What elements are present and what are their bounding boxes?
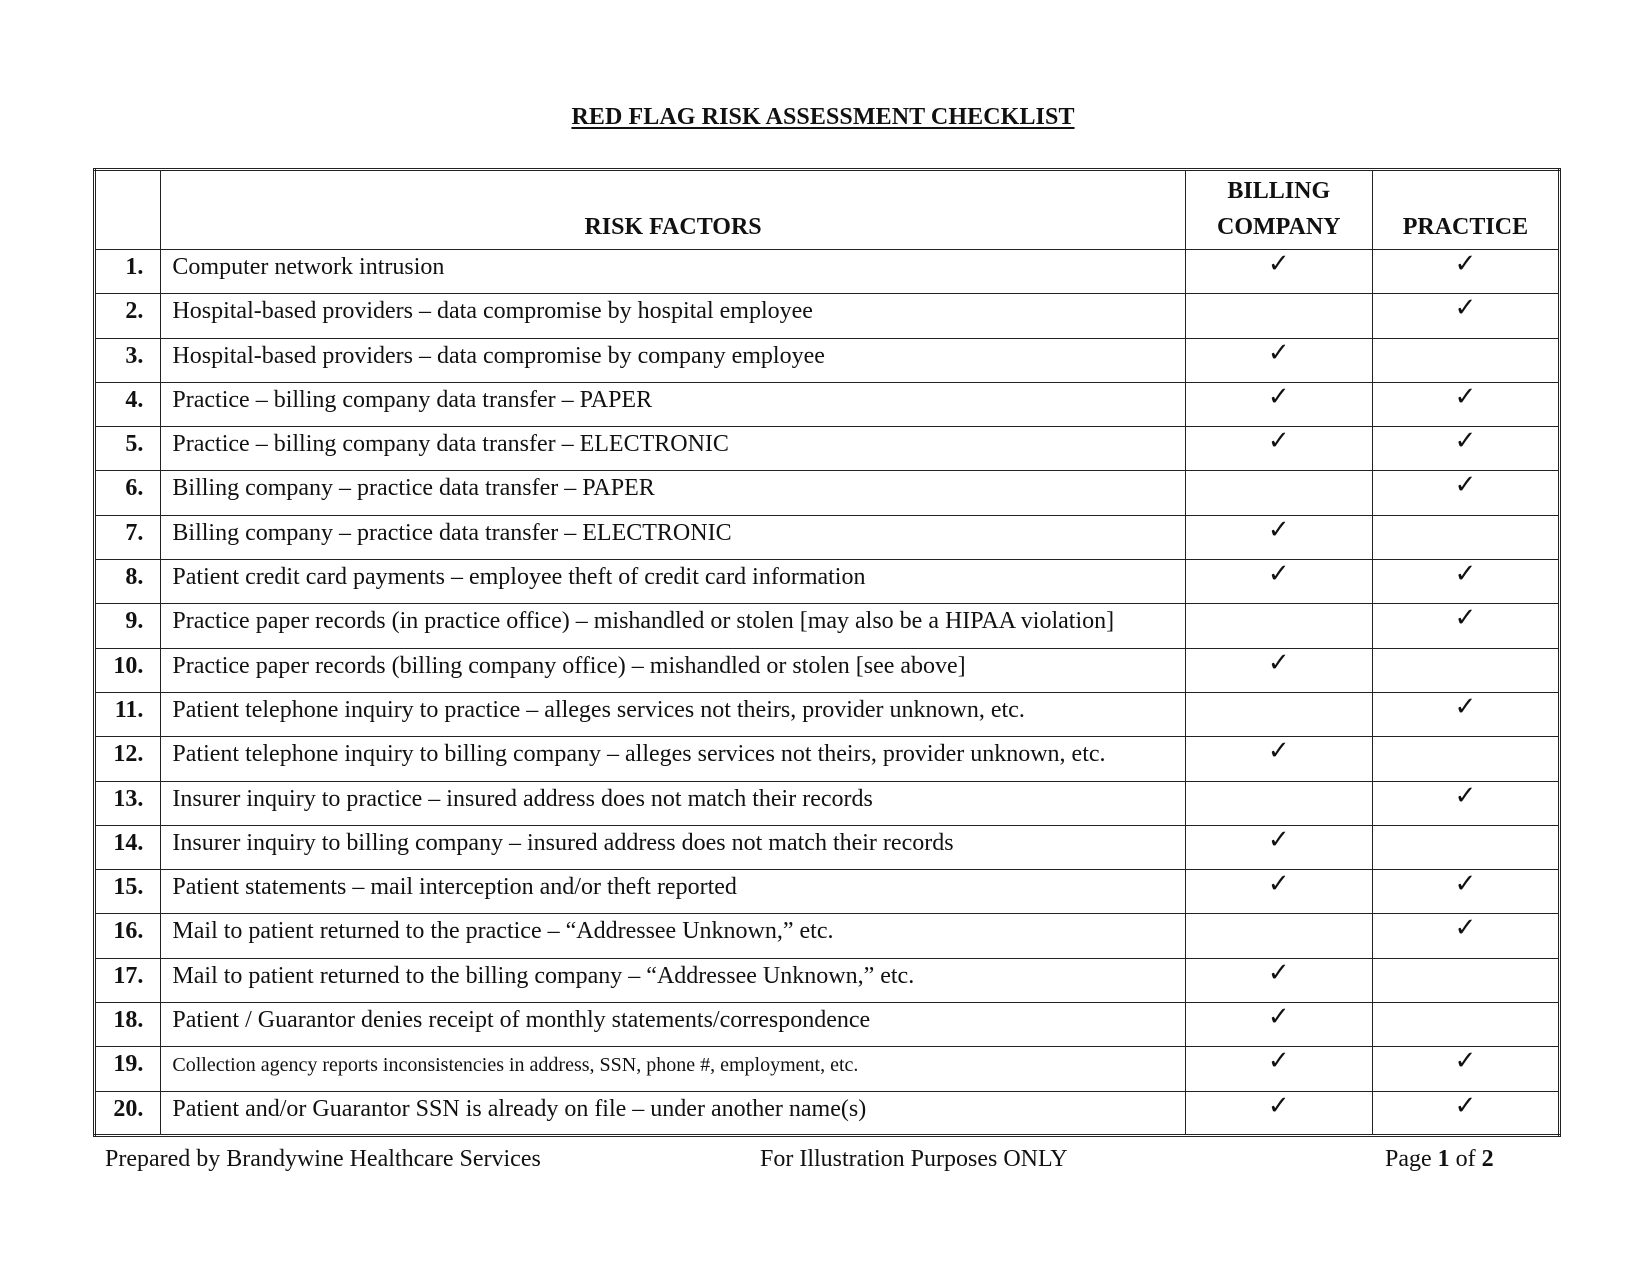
- risk-factor-text: Hospital-based providers – data compromise by hospital employee: [161, 294, 1185, 338]
- checkmark-icon: ✓: [1267, 1002, 1290, 1033]
- checkmark-icon: ✓: [1454, 559, 1477, 590]
- risk-factor-text: Mail to patient returned to the billing company – “Addressee Unknown,” etc.: [161, 958, 1185, 1002]
- risk-factor-text: Patient telephone inquiry to practice – alleges services not theirs, provider unknown, etc.: [161, 692, 1185, 736]
- checkmark-icon: ✓: [1454, 470, 1477, 501]
- row-number: 9.: [95, 604, 161, 648]
- risk-factor-text: Patient and/or Guarantor SSN is already on file – under another name(s): [161, 1091, 1185, 1135]
- row-number: 5.: [95, 427, 161, 471]
- risk-factor-text: Patient credit card payments – employee theft of credit card information: [161, 560, 1185, 604]
- footer-page-number: [1385, 1146, 1494, 1173]
- risk-factor-text: Practice paper records (in practice office) – mishandled or stolen [may also be a HIPAA violation]: [161, 604, 1185, 648]
- row-number: 4.: [95, 382, 161, 426]
- billing-cell: [1185, 781, 1372, 825]
- page-of: of: [1455, 1146, 1476, 1172]
- risk-factor-text: Billing company – practice data transfer – PAPER: [161, 471, 1185, 515]
- table-row: [95, 515, 1560, 559]
- table-row: [95, 781, 1560, 825]
- table-row: [95, 870, 1560, 914]
- row-number: 20.: [95, 1091, 161, 1135]
- row-number: 18.: [95, 1003, 161, 1047]
- checkmark-icon: ✓: [1454, 249, 1477, 279]
- risk-checklist-table: [93, 168, 1561, 1137]
- table-row: [95, 825, 1560, 869]
- header-row: [95, 170, 1560, 250]
- billing-cell: [1185, 958, 1372, 1002]
- risk-factor-text: Practice paper records (billing company office) – mishandled or stolen [see above]: [161, 648, 1185, 692]
- risk-factor-text: Mail to patient returned to the practice – “Addressee Unknown,” etc.: [161, 914, 1185, 958]
- page-current: 1: [1437, 1146, 1450, 1172]
- checkmark-icon: ✓: [1454, 603, 1477, 634]
- checkmark-icon: ✓: [1267, 647, 1290, 678]
- table-row: [95, 604, 1560, 648]
- billing-cell: [1185, 1003, 1372, 1047]
- document-title: [0, 104, 1650, 131]
- row-number: 19.: [95, 1047, 161, 1091]
- billing-cell: [1185, 825, 1372, 869]
- table-row: [95, 648, 1560, 692]
- checkmark-icon: ✓: [1267, 559, 1290, 590]
- checkmark-icon: ✓: [1267, 337, 1290, 368]
- checkmark-icon: ✓: [1267, 249, 1290, 279]
- billing-cell: [1185, 294, 1372, 338]
- billing-cell: [1185, 560, 1372, 604]
- table-row: [95, 294, 1560, 338]
- checkmark-icon: ✓: [1454, 426, 1477, 457]
- footer-illustration-note: For Illustration Purposes ONLY: [760, 1146, 1068, 1172]
- billing-cell: [1185, 1047, 1372, 1091]
- practice-cell: [1372, 1047, 1559, 1091]
- practice-cell: [1372, 560, 1559, 604]
- table-row: [95, 914, 1560, 958]
- checkmark-icon: ✓: [1454, 691, 1477, 722]
- row-number: 11.: [95, 692, 161, 736]
- header-number: [95, 170, 161, 250]
- checkmark-icon: ✓: [1267, 426, 1290, 457]
- row-number: 1.: [95, 250, 161, 294]
- risk-factor-text: Collection agency reports inconsistencies in address, SSN, phone #, employment, etc.: [161, 1047, 1185, 1091]
- risk-factor-text: Hospital-based providers – data compromise by company employee: [161, 338, 1185, 382]
- table-row: [95, 471, 1560, 515]
- billing-cell: [1185, 604, 1372, 648]
- table-row: [95, 338, 1560, 382]
- document-title-text: RED FLAG RISK ASSESSMENT CHECKLIST: [571, 104, 1075, 130]
- billing-cell: [1185, 471, 1372, 515]
- checkmark-icon: ✓: [1454, 1046, 1477, 1077]
- row-number: 15.: [95, 870, 161, 914]
- row-number: 13.: [95, 781, 161, 825]
- row-number: 16.: [95, 914, 161, 958]
- table-row: [95, 1047, 1560, 1091]
- practice-cell: [1372, 737, 1559, 781]
- header-risk-factors: RISK FACTORS: [161, 170, 1185, 250]
- checkmark-icon: ✓: [1454, 381, 1477, 412]
- table-row: [95, 250, 1560, 294]
- billing-cell: [1185, 1091, 1372, 1135]
- checkmark-icon: ✓: [1454, 780, 1477, 811]
- header-billing-line2: COMPANY: [1216, 214, 1341, 240]
- row-number: 7.: [95, 515, 161, 559]
- practice-cell: [1372, 648, 1559, 692]
- practice-cell: [1372, 250, 1559, 294]
- row-number: 3.: [95, 338, 161, 382]
- header-billing-line1: BILLING: [1227, 178, 1331, 204]
- row-number: 10.: [95, 648, 161, 692]
- practice-cell: [1372, 1091, 1559, 1135]
- checklist-body: [95, 250, 1560, 1136]
- billing-cell: [1185, 515, 1372, 559]
- checkmark-icon: ✓: [1267, 514, 1290, 545]
- practice-cell: [1372, 825, 1559, 869]
- checkmark-icon: ✓: [1267, 869, 1290, 900]
- table-row: [95, 737, 1560, 781]
- risk-factor-text: Insurer inquiry to billing company – insured address does not match their records: [161, 825, 1185, 869]
- checkmark-icon: ✓: [1267, 736, 1290, 767]
- risk-factor-text: Patient statements – mail interception and/or theft reported: [161, 870, 1185, 914]
- practice-cell: [1372, 692, 1559, 736]
- practice-cell: [1372, 781, 1559, 825]
- risk-factor-text: Insurer inquiry to practice – insured address does not match their records: [161, 781, 1185, 825]
- checkmark-icon: ✓: [1267, 957, 1290, 988]
- table-row: [95, 1091, 1560, 1135]
- practice-cell: [1372, 515, 1559, 559]
- risk-factor-text: Patient / Guarantor denies receipt of monthly statements/correspondence: [161, 1003, 1185, 1047]
- billing-cell: [1185, 338, 1372, 382]
- practice-cell: [1372, 914, 1559, 958]
- checkmark-icon: ✓: [1454, 869, 1477, 900]
- billing-cell: [1185, 692, 1372, 736]
- table-row: [95, 382, 1560, 426]
- risk-factor-text: Patient telephone inquiry to billing company – alleges services not theirs, provider unknown, etc.: [161, 737, 1185, 781]
- practice-cell: [1372, 338, 1559, 382]
- risk-factor-text: Billing company – practice data transfer – ELECTRONIC: [161, 515, 1185, 559]
- table-row: [95, 958, 1560, 1002]
- page-word: Page: [1385, 1146, 1432, 1172]
- practice-cell: [1372, 471, 1559, 515]
- practice-cell: [1372, 604, 1559, 648]
- table-row: [95, 560, 1560, 604]
- footer-prepared-by: Prepared by Brandywine Healthcare Services: [105, 1146, 541, 1172]
- practice-cell: [1372, 870, 1559, 914]
- billing-cell: [1185, 914, 1372, 958]
- table-row: [95, 427, 1560, 471]
- checkmark-icon: ✓: [1454, 293, 1477, 324]
- practice-cell: [1372, 427, 1559, 471]
- practice-cell: [1372, 294, 1559, 338]
- checkmark-icon: ✓: [1267, 381, 1290, 412]
- row-number: 14.: [95, 825, 161, 869]
- billing-cell: [1185, 427, 1372, 471]
- checkmark-icon: ✓: [1454, 1090, 1477, 1121]
- row-number: 12.: [95, 737, 161, 781]
- row-number: 17.: [95, 958, 161, 1002]
- table-row: [95, 1003, 1560, 1047]
- risk-factor-text: Computer network intrusion: [161, 250, 1185, 294]
- billing-cell: [1185, 648, 1372, 692]
- practice-cell: [1372, 382, 1559, 426]
- risk-factor-text: Practice – billing company data transfer – PAPER: [161, 382, 1185, 426]
- billing-cell: [1185, 870, 1372, 914]
- row-number: 2.: [95, 294, 161, 338]
- row-number: 8.: [95, 560, 161, 604]
- checkmark-icon: ✓: [1267, 824, 1290, 855]
- table-row: [95, 692, 1560, 736]
- checkmark-icon: ✓: [1454, 913, 1477, 944]
- checkmark-icon: ✓: [1267, 1046, 1290, 1077]
- header-practice: PRACTICE: [1372, 170, 1559, 250]
- checkmark-icon: ✓: [1267, 1090, 1290, 1121]
- billing-cell: [1185, 382, 1372, 426]
- header-billing-company: [1185, 170, 1372, 250]
- billing-cell: [1185, 737, 1372, 781]
- risk-factor-text: Practice – billing company data transfer – ELECTRONIC: [161, 427, 1185, 471]
- row-number: 6.: [95, 471, 161, 515]
- practice-cell: [1372, 958, 1559, 1002]
- practice-cell: [1372, 1003, 1559, 1047]
- billing-cell: [1185, 250, 1372, 294]
- page-total: 2: [1481, 1146, 1494, 1172]
